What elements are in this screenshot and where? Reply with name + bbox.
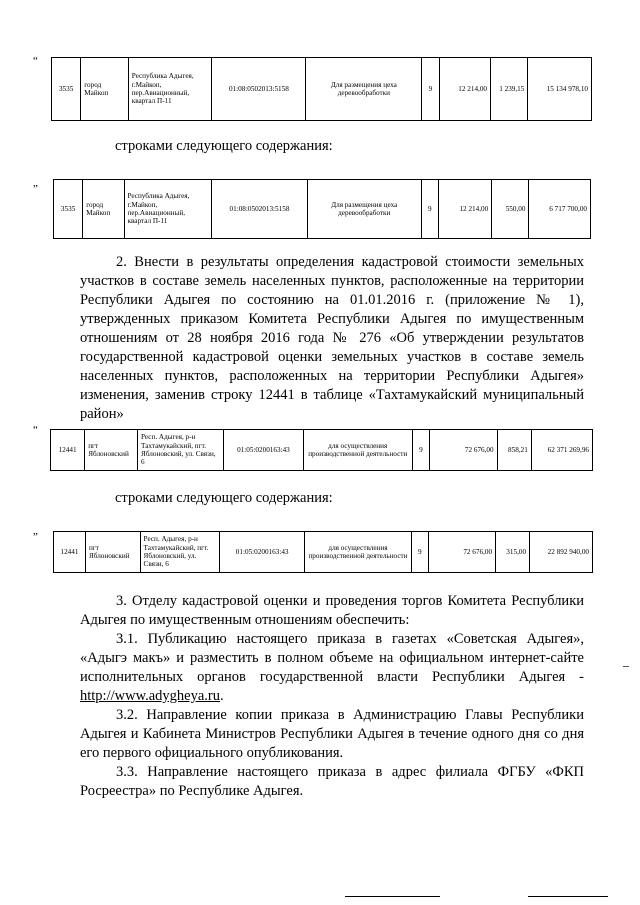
- paragraph-3-1-end: .: [220, 688, 224, 704]
- cell-address: Республика Адыгея, г.Майкоп, пер.Авиационный, квартал П-11: [128, 58, 212, 121]
- cell-upks: 1 239,15: [491, 58, 528, 121]
- cell-type: пгт Яблоновский: [85, 430, 138, 471]
- cell-type: пгт Яблоновский: [85, 532, 140, 573]
- cell-group: 9: [412, 430, 430, 471]
- cell-group: 9: [421, 180, 438, 239]
- paragraph-3-block: [80, 592, 584, 801]
- paragraph-3: 3. Отделу кадастровой оценки и проведения торгов Комитета Республики Адыгея по имущественным отношениям обеспечить:: [80, 593, 584, 628]
- cell-area: 72 676,00: [430, 430, 497, 471]
- cell-value: 6 717 700,00: [529, 180, 591, 239]
- subtitle-replacement-1: строками следующего содержания:: [115, 138, 333, 154]
- cell-area: 12 214,00: [439, 58, 490, 121]
- cell-group: 9: [422, 58, 439, 121]
- cadastral-table-old-12441: [50, 429, 593, 471]
- cell-cadastral: 01:05:0200163:43: [224, 430, 304, 471]
- cell-address: Республика Адыгея, г.Майкоп, пер.Авиационный, квартал П-11: [124, 180, 212, 239]
- cell-address: Респ. Адыгея, р-н Тахтамукайский, пгт. Яблоновский, ул. Связи, 6: [138, 430, 224, 471]
- paragraph-3-1-text: 3.1. Публикацию настоящего приказа в газетах «Советская Адыгея», «Адыгэ макъ» и разместить в полном объеме на официальном интернет-сайте исполнительных органов государственной власти Республики Адыгея -: [80, 631, 584, 685]
- cell-area: 12 214,00: [438, 180, 491, 239]
- cell-type: город Майкоп: [83, 180, 124, 239]
- cell-upks: 858,21: [497, 430, 531, 471]
- cell-value: 62 371 269,96: [531, 430, 592, 471]
- cell-purpose: для осуществления производственной деятельности: [305, 532, 411, 573]
- quote-open-mark-2: “: [33, 424, 38, 436]
- quote-close-mark: „: [33, 177, 38, 189]
- cell-purpose: для осуществления производственной деятельности: [303, 430, 412, 471]
- site-link[interactable]: http://www.adygheya.ru: [80, 688, 221, 704]
- paragraph-2: [80, 253, 584, 424]
- paragraph-3-3: 3.3. Направление настоящего приказа в адрес филиала ФГБУ «ФКП Росреестра» по Республике Адыгея.: [80, 764, 584, 799]
- subtitle-replacement-2: строками следующего содержания:: [115, 490, 333, 506]
- cell-num: 3535: [54, 180, 83, 239]
- cell-num: 3535: [52, 58, 81, 121]
- cell-type: город Майкоп: [81, 58, 128, 121]
- footer-line-right: [528, 896, 608, 897]
- margin-mark: [623, 666, 629, 667]
- cell-upks: 315,00: [496, 532, 530, 573]
- cadastral-table-old-3535: [51, 57, 592, 121]
- paragraph-3-2: 3.2. Направление копии приказа в Администрацию Главы Республики Адыгея и Кабинета Министров Республики Адыгея в течение одного дня со дня его первого официального опубликования.: [80, 707, 584, 761]
- quote-open-mark: “: [33, 55, 38, 67]
- cell-purpose: Для размещения цеха деревообработки: [306, 58, 422, 121]
- cadastral-table-new-12441: [53, 531, 593, 573]
- quote-close-mark-2: „: [33, 525, 38, 537]
- cell-num: 12441: [54, 532, 86, 573]
- cell-group: 9: [411, 532, 429, 573]
- footer-line-left: [345, 896, 440, 897]
- paragraph-3-1: [80, 630, 584, 706]
- cell-address: Респ. Адыгея, р-н Тахтамукайский, пгт. Яблоновский, ул. Связи, 6: [140, 532, 219, 573]
- cell-cadastral: 01:08:0502013:5158: [212, 180, 308, 239]
- cell-cadastral: 01:05:0200163:43: [219, 532, 305, 573]
- cell-num: 12441: [51, 430, 85, 471]
- cell-cadastral: 01:08:0502013:5158: [212, 58, 306, 121]
- cell-area: 72 676,00: [429, 532, 496, 573]
- cell-value: 22 892 940,00: [530, 532, 593, 573]
- cell-purpose: Для размещения цеха деревообработки: [307, 180, 421, 239]
- paragraph-2-text: 2. Внести в результаты определения кадастровой стоимости земельных участков в составе земель населенных пунктов, расположенные на территории Республики Адыгея по состоянию на 01.01.2016 г. (приложение № 1), утвержденных приказом Комитета Республики Адыгея по имущественным отношениям от 28 ноября 2016 года № 276 «Об утверждении результатов государственной кадастровой оценки земельных участков в составе земель населенных пунктов, расположенных на территории Республики Адыгея» изменения, заменив строку 12441 в таблице «Тахтамукайский муниципальный район»: [80, 254, 584, 422]
- cadastral-table-new-3535: [53, 179, 591, 239]
- cell-upks: 550,00: [492, 180, 529, 239]
- cell-value: 15 134 978,10: [528, 58, 592, 121]
